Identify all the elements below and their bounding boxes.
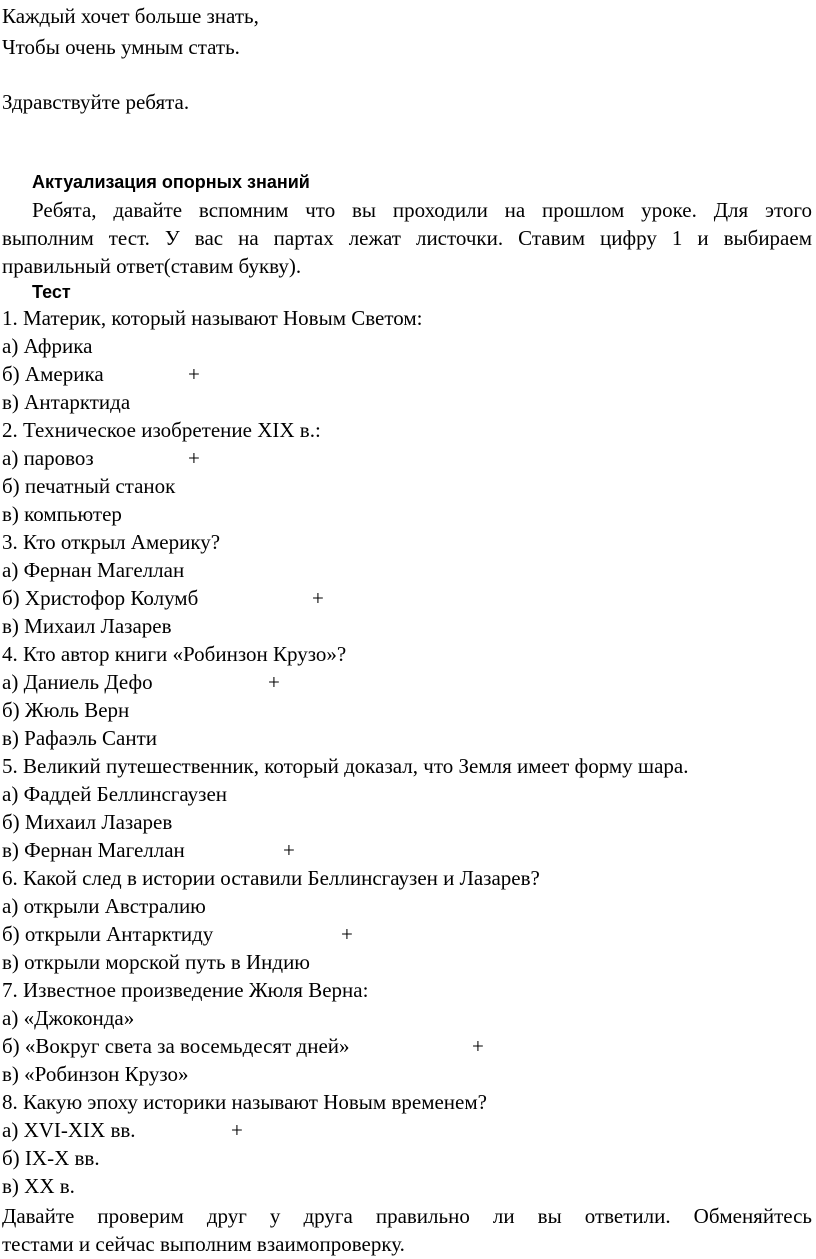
answer-option (2, 612, 782, 640)
correct-mark: + (472, 1034, 484, 1058)
answer-option (2, 1004, 782, 1032)
question-3: 3. Кто открыл Америку? (2, 530, 221, 554)
correct-mark: + (283, 838, 295, 862)
poem-line-2: Чтобы очень умным стать. (2, 35, 240, 59)
answer-option (2, 360, 782, 388)
answer-option-text: в) Рафаэль Санти (2, 726, 158, 750)
answer-option-text: а) Даниель Дефо (2, 670, 153, 694)
answer-option (2, 332, 782, 360)
answer-option (2, 836, 782, 864)
answer-option (2, 892, 782, 920)
answer-option-text: а) Фернан Магеллан (2, 558, 185, 582)
answer-option (2, 584, 782, 612)
answer-option-text: а) «Джоконда» (2, 1006, 135, 1030)
question-1: 1. Материк, который называют Новым Светом: (2, 306, 423, 330)
question-5: 5. Великий путешественник, который доказал, что Земля имеет форму шара. (2, 754, 689, 778)
answer-option (2, 668, 782, 696)
correct-mark: + (341, 922, 353, 946)
question-4: 4. Кто автор книги «Робинзон Крузо»? (2, 642, 347, 666)
answer-option (2, 920, 782, 948)
answer-option (2, 696, 782, 724)
answer-option-text: б) Христофор Колумб (2, 586, 199, 610)
answer-option (2, 444, 782, 472)
answer-option-text: б) «Вокруг света за восемьдесят дней» (2, 1034, 350, 1058)
answer-option-text: в) открыли морской путь в Индию (2, 950, 310, 974)
answer-option (2, 1060, 782, 1088)
answer-option-text: б) Америка (2, 362, 104, 386)
test-heading: Тест (32, 282, 71, 302)
poem-line-1: Каждый хочет больше знать, (2, 4, 259, 28)
answer-option-text: а) XVI-XIX вв. (2, 1118, 136, 1142)
answer-option-text: а) открыли Австралию (2, 894, 206, 918)
answer-option (2, 780, 782, 808)
correct-mark: + (312, 586, 324, 610)
answer-option-text: а) паровоз (2, 446, 94, 470)
answer-option (2, 472, 782, 500)
answer-option (2, 388, 782, 416)
answer-option (2, 1116, 782, 1144)
answer-option (2, 556, 782, 584)
answer-option (2, 948, 782, 976)
answer-option-text: в) компьютер (2, 502, 122, 526)
correct-mark: + (188, 446, 200, 470)
answer-option-text: б) IX-X вв. (2, 1146, 100, 1170)
question-6: 6. Какой след в истории оставили Беллинсгаузен и Лазарев? (2, 866, 540, 890)
answer-option-text: б) Жюль Верн (2, 698, 130, 722)
closing-line-1: Давайте проверим друг у друга правильно ли вы ответили. Обменяйтесь (2, 1204, 812, 1228)
answer-option-text: в) «Робинзон Крузо» (2, 1062, 189, 1086)
paragraph-line-1: Ребята, давайте вспомним что вы проходили на прошлом уроке. Для этого (32, 198, 812, 222)
question-8: 8. Какую эпоху историки называют Новым временем? (2, 1090, 487, 1114)
answer-option-text: а) Фаддей Беллинсгаузен (2, 782, 228, 806)
correct-mark: + (268, 670, 280, 694)
correct-mark: + (231, 1118, 243, 1142)
section-heading: Актуализация опорных знаний (32, 172, 310, 192)
paragraph-line-3: правильный ответ(ставим букву). (2, 254, 302, 278)
question-7: 7. Известное произведение Жюля Верна: (2, 978, 369, 1002)
answer-option-text: в) Фернан Магеллан (2, 838, 185, 862)
answer-option (2, 1172, 782, 1200)
greeting: Здравствуйте ребята. (2, 90, 190, 114)
answer-option-text: б) печатный станок (2, 474, 176, 498)
answer-option (2, 1144, 782, 1172)
correct-mark: + (188, 362, 200, 386)
answer-option-text: в) XX в. (2, 1174, 75, 1198)
answer-option-text: б) открыли Антарктиду (2, 922, 214, 946)
answer-option (2, 1032, 782, 1060)
answer-option-text: а) Африка (2, 334, 93, 358)
answer-option (2, 808, 782, 836)
closing-line-2: тестами и сейчас выполним взаимопроверку. (2, 1232, 405, 1256)
question-2: 2. Техническое изобретение XIX в.: (2, 418, 321, 442)
answer-option-text: в) Антарктида (2, 390, 131, 414)
paragraph-line-2: выполним тест. У вас на партах лежат листочки. Ставим цифру 1 и выбираем (2, 226, 812, 250)
answer-option-text: в) Михаил Лазарев (2, 614, 172, 638)
answer-option (2, 724, 782, 752)
answer-option-text: б) Михаил Лазарев (2, 810, 173, 834)
answer-option (2, 500, 782, 528)
